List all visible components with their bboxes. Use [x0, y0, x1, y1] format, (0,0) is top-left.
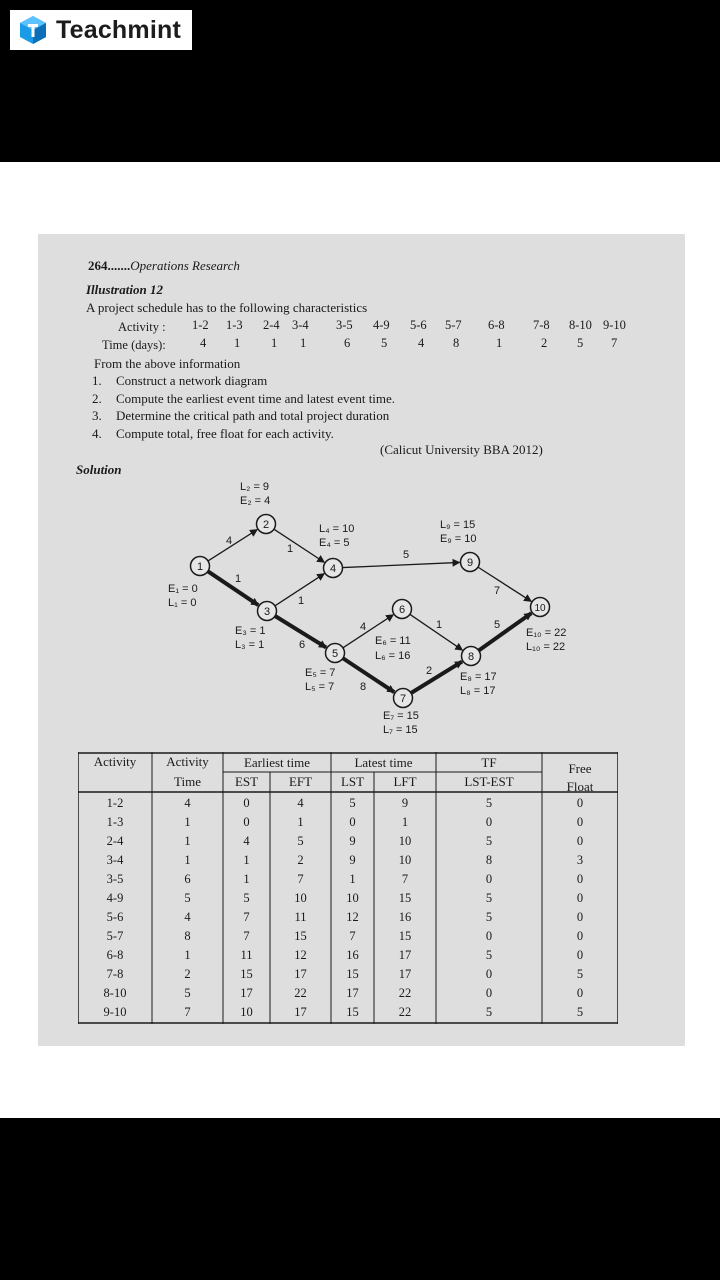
table-cell: 17	[398, 967, 412, 981]
schedule-activity: 3-4	[292, 318, 309, 332]
table-cell: 6	[184, 872, 191, 886]
illustration-title: Illustration 12	[86, 282, 163, 297]
table-cell: 7	[243, 929, 250, 943]
node-label: 10	[534, 603, 546, 614]
task-text: Compute the earliest event time and latest event time.	[116, 390, 396, 406]
table-cell: 22	[398, 986, 412, 1000]
schedule-time: 7	[611, 336, 618, 350]
table-cell: 7	[184, 1005, 191, 1019]
table-cell: 5	[243, 891, 250, 905]
schedule-activity: 5-7	[445, 318, 462, 332]
task-number: 1.	[92, 373, 102, 388]
table-cell: 0	[576, 986, 584, 1000]
header-free-float: Free	[568, 761, 592, 776]
table-cell: 15	[240, 967, 253, 981]
node-label: 8	[467, 651, 475, 663]
table-cell: 22	[398, 1005, 412, 1019]
table-cell: 17	[294, 967, 307, 981]
schedule-time: 1	[234, 336, 241, 350]
table-cell: 0	[485, 967, 493, 981]
table-cell: 10	[240, 1005, 253, 1019]
table-row-activity: 7-8	[106, 967, 124, 981]
table-cell: 1	[184, 815, 191, 829]
header-latest-time: Latest time	[354, 755, 413, 770]
task-number: 3.	[92, 408, 102, 423]
table-cell: 7	[349, 929, 356, 943]
table-cell: 4	[243, 834, 250, 848]
edge-weight: 8	[360, 681, 367, 693]
schedule-activity: 8-10	[569, 318, 592, 332]
edge-9-10	[478, 567, 531, 601]
problem-intro: A project schedule has to the following characteristics	[86, 300, 368, 315]
table-cell: 0	[243, 796, 250, 810]
node-earliest-time: E₅ = 7	[305, 667, 336, 679]
header-tf: TF	[481, 755, 497, 770]
schedule-time: 1	[496, 336, 503, 350]
table-cell: 10	[294, 891, 307, 905]
table-cell: 2	[184, 967, 191, 981]
node-earliest-time: E₆ = 11	[375, 635, 411, 647]
table-cell: 0	[576, 891, 584, 905]
edge-weight: 4	[360, 621, 367, 633]
edge-weight: 1	[287, 543, 294, 555]
table-cell: 5	[297, 834, 304, 848]
table-cell: 0	[485, 872, 493, 886]
node-label: 3	[263, 606, 271, 618]
edge-weight: 4	[226, 535, 233, 547]
node-latest-time: L₄ = 10	[319, 523, 355, 535]
edge-7-8	[411, 662, 462, 693]
table-row-activity: 2-4	[106, 834, 124, 848]
table-cell: 15	[398, 891, 412, 905]
task-number: 4.	[92, 425, 102, 441]
edge-4-9	[342, 562, 459, 567]
table-cell: 2	[297, 853, 304, 867]
brand-name: Teachmint	[56, 15, 181, 44]
node-latest-time: L₆ = 16	[375, 650, 411, 662]
table-cell: 5	[576, 967, 584, 981]
header-free-float: Float	[566, 779, 594, 794]
table-cell: 0	[576, 834, 584, 848]
schedule-time: 6	[344, 336, 351, 350]
table-cell: 5	[485, 948, 493, 962]
table-cell: 17	[346, 986, 359, 1000]
table-cell: 15	[398, 929, 412, 943]
task-number: 2.	[92, 390, 102, 406]
table-row-activity: 5-7	[106, 929, 124, 943]
source-citation: (Calicut University BBA 2012)	[380, 442, 543, 457]
table-cell: 0	[485, 815, 493, 829]
schedule-time: 8	[453, 336, 460, 350]
table-cell: 1	[184, 853, 191, 867]
table-cell: 0	[576, 929, 584, 943]
table-row-activity: 5-6	[106, 910, 124, 924]
node-label: 1	[196, 561, 204, 573]
table-cell: 5	[184, 891, 191, 905]
table-cell: 15	[294, 929, 307, 943]
schedule-time: 2	[541, 336, 548, 350]
teachmint-logo	[10, 10, 192, 50]
table-cell: 0	[243, 815, 250, 829]
table-cell: 10	[346, 891, 359, 905]
teachmint-cube-icon	[18, 15, 48, 45]
table-cell: 15	[346, 967, 359, 981]
table-cell: 17	[240, 986, 253, 1000]
table-cell: 5	[485, 796, 493, 810]
node-earliest-time: E₈ = 17	[460, 671, 497, 683]
node-earliest-time: E₇ = 15	[383, 710, 419, 722]
table-grid	[78, 752, 618, 1024]
table-cell: 16	[398, 910, 412, 924]
table-cell: 15	[346, 1005, 359, 1019]
node-earliest-time: E₁₀ = 22	[526, 627, 567, 639]
activity-label: Activity :	[118, 320, 166, 334]
edge-weight: 5	[494, 619, 501, 631]
table-cell: 10	[398, 834, 412, 848]
table-row-activity: 1-2	[106, 796, 124, 810]
node-latest-time: L₁ = 0	[168, 597, 197, 609]
edge-weight: 2	[426, 665, 433, 677]
node-earliest-time: E₃ = 1	[235, 625, 266, 637]
table-cell: 9	[349, 834, 356, 848]
header-earliest-time: Earliest time	[243, 755, 311, 770]
edge-weight: 7	[494, 585, 501, 597]
table-cell: 22	[294, 986, 307, 1000]
header-tf-formula: LST-EST	[464, 774, 514, 789]
table-cell: 1	[243, 872, 250, 886]
edge-5-7	[343, 658, 394, 692]
node-latest-time: L₇ = 15	[383, 724, 418, 736]
schedule-activity: 3-5	[336, 318, 353, 332]
schedule-activity: 5-6	[410, 318, 427, 332]
table-cell: 0	[576, 910, 584, 924]
edge-2-4	[274, 529, 324, 562]
table-cell: 0	[576, 796, 584, 810]
table-cell: 12	[346, 910, 359, 924]
node-earliest-time: E₉ = 10	[440, 533, 477, 545]
header-activity-time: Activity	[166, 754, 209, 769]
schedule-activity: 6-8	[488, 318, 505, 332]
node-label: 5	[331, 648, 339, 660]
table-cell: 11	[240, 948, 253, 962]
edge-weight: 1	[235, 573, 242, 585]
task-text: Construct a network diagram	[116, 373, 268, 388]
schedule-time: 1	[271, 336, 278, 350]
edge-1-3	[208, 571, 258, 605]
table-cell: 1	[184, 834, 191, 848]
textbook-page	[38, 234, 685, 1046]
table-row-activity: 9-10	[103, 1005, 127, 1019]
table-cell: 17	[294, 1005, 307, 1019]
node-latest-time: L₃ = 1	[235, 639, 265, 651]
table-row-activity: 8-10	[103, 986, 127, 1000]
table-cell: 0	[576, 872, 584, 886]
table-cell: 5	[485, 1005, 493, 1019]
table-cell: 7	[297, 872, 304, 886]
edge-1-2	[208, 530, 257, 561]
task-text: Compute total, free float for each activity.	[116, 425, 334, 441]
table-cell: 4	[184, 910, 191, 924]
table-cell: 9	[401, 796, 409, 810]
table-cell: 1	[349, 872, 356, 886]
schedule-time: 4	[418, 336, 425, 350]
table-cell: 0	[349, 815, 356, 829]
node-label: 7	[399, 693, 407, 705]
header-est: EST	[234, 774, 259, 789]
table-cell: 4	[297, 796, 304, 810]
node-label: 6	[398, 604, 406, 616]
schedule-activity: 1-3	[226, 318, 243, 332]
info-line: From the above information	[94, 356, 241, 371]
table-cell: 17	[398, 948, 412, 962]
header-lft: LFT	[393, 774, 417, 789]
table-cell: 1	[297, 815, 304, 829]
schedule-activity: 1-2	[192, 318, 209, 332]
table-cell: 0	[576, 815, 584, 829]
edge-weight: 6	[299, 639, 306, 651]
table-cell: 7	[243, 910, 250, 924]
book-title: Operations Research	[130, 258, 240, 273]
table-cell: 5	[184, 986, 191, 1000]
edge-8-10	[479, 613, 532, 650]
table-cell: 5	[485, 891, 493, 905]
header-lst: LST	[340, 774, 365, 789]
header-activity: Activity	[93, 754, 137, 769]
table-cell: 9	[349, 853, 356, 867]
header-eft: EFT	[288, 774, 313, 789]
solution-heading: Solution	[76, 462, 122, 477]
table-cell: 0	[576, 948, 584, 962]
node-earliest-time: E₄ = 5	[319, 537, 350, 549]
table-row-activity: 6-8	[106, 948, 124, 962]
schedule-time: 4	[200, 336, 207, 350]
header-activity-time: Time	[174, 774, 201, 789]
table-cell: 1	[184, 948, 191, 962]
page-number: 264.......	[88, 258, 131, 273]
node-earliest-time: E₁ = 0	[168, 583, 198, 595]
node-latest-time: L₂ = 9	[240, 481, 270, 493]
schedule-activity: 2-4	[263, 318, 280, 332]
node-label: 2	[262, 519, 270, 531]
schedule-time: 5	[381, 336, 388, 350]
table-row-activity: 3-5	[106, 872, 124, 886]
table-row-activity: 4-9	[106, 891, 124, 905]
schedule-activity: 4-9	[373, 318, 390, 332]
schedule-time: 5	[577, 336, 584, 350]
table-cell: 10	[398, 853, 412, 867]
node-earliest-time: E₂ = 4	[240, 495, 271, 507]
table-cell: 1	[401, 815, 409, 829]
table-cell: 5	[576, 1005, 584, 1019]
table-cell: 8	[184, 929, 191, 943]
schedule-time: 1	[300, 336, 307, 350]
table-cell: 0	[485, 929, 493, 943]
node-latest-time: L₉ = 15	[440, 519, 476, 531]
table-cell: 3	[576, 853, 584, 867]
table-row-activity: 1-3	[106, 815, 124, 829]
table-cell: 4	[184, 796, 191, 810]
node-label: 9	[466, 557, 474, 569]
table-cell: 0	[485, 986, 493, 1000]
table-cell: 7	[401, 872, 409, 886]
node-latest-time: L₈ = 17	[460, 685, 496, 697]
task-text: Determine the critical path and total project duration	[116, 408, 390, 423]
table-cell: 16	[346, 948, 359, 962]
table-cell: 11	[294, 910, 307, 924]
node-label: 4	[329, 563, 337, 575]
network-diagram	[38, 234, 685, 754]
table-cell: 5	[485, 910, 493, 924]
bottom-bar	[0, 1118, 720, 1280]
table-cell: 12	[294, 948, 307, 962]
edge-weight: 1	[298, 595, 305, 607]
table-row-activity: 3-4	[106, 853, 124, 867]
edge-weight: 5	[403, 549, 410, 561]
node-latest-time: L₁₀ = 22	[526, 641, 566, 653]
table-cell: 5	[349, 796, 356, 810]
node-latest-time: L₅ = 7	[305, 681, 335, 693]
table-cell: 1	[243, 853, 250, 867]
edge-weight: 1	[436, 619, 443, 631]
table-cell: 5	[485, 834, 493, 848]
schedule-activity: 9-10	[603, 318, 626, 332]
time-label: Time (days):	[102, 338, 166, 352]
float-table	[78, 752, 618, 1024]
table-cell: 8	[485, 853, 493, 867]
schedule-activity: 7-8	[533, 318, 550, 332]
